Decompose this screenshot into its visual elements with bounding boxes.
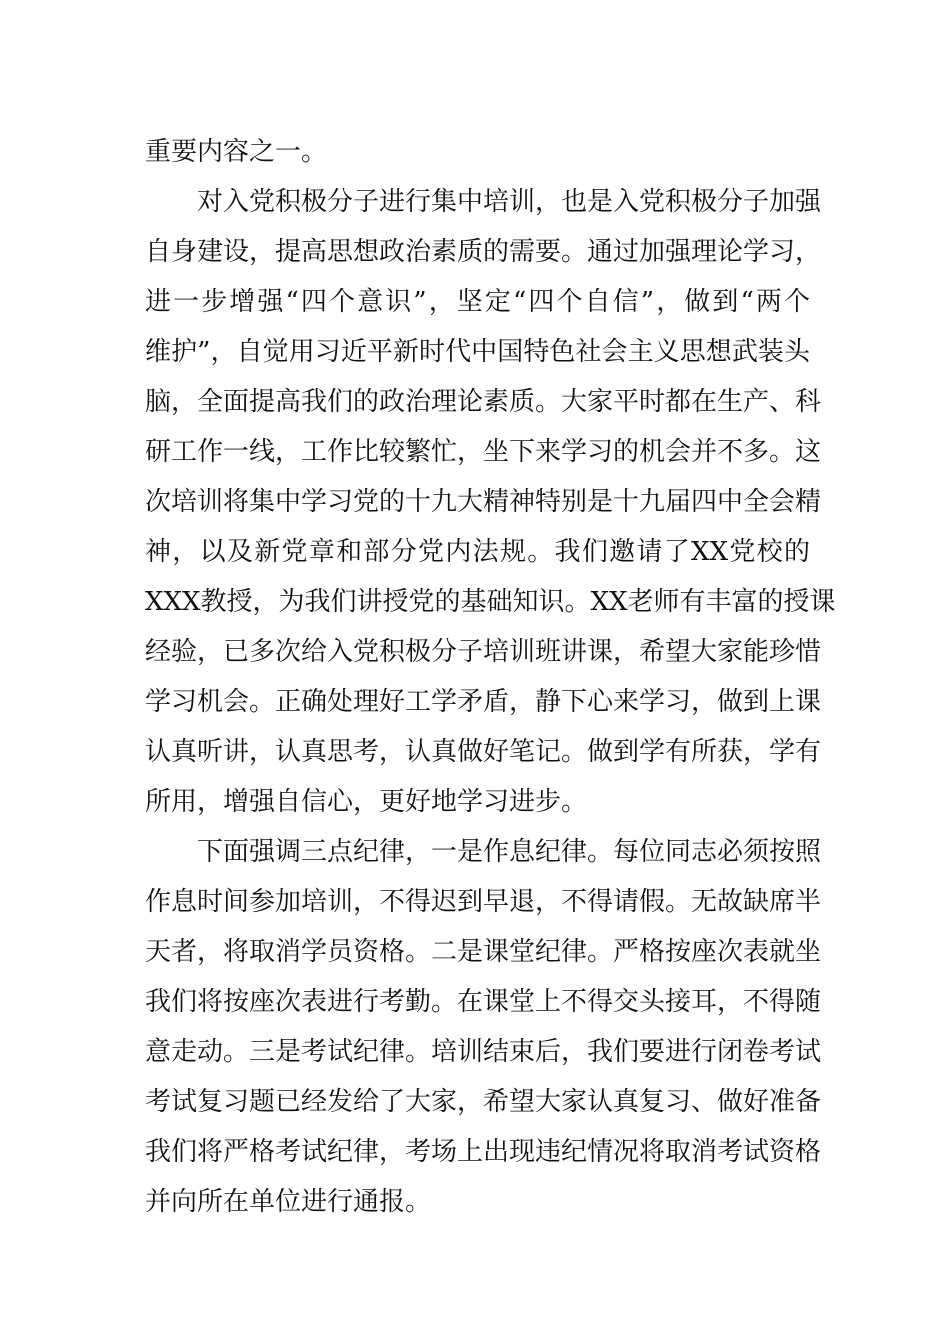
text-line: 下面强调三点纪律，一是作息纪律。每位同志必须按照 [197, 837, 822, 867]
text-line: 进一步增强“四个意识”，坚定“四个自信”，做到“两个 [145, 287, 810, 317]
text-line: 意走动。三是考试纪律。培训结束后，我们要进行闭卷考试 [145, 1037, 822, 1067]
text-line: 我们将严格考试纪律，考场上出现违纪情况将取消考试资格 [145, 1137, 822, 1167]
text-line: 考试复习题已经发给了大家，希望大家认真复习、做好准备 [145, 1087, 822, 1117]
text-line: 脑，全面提高我们的政治理论素质。大家平时都在生产、科 [145, 387, 822, 417]
text-line: 对入党积极分子进行集中培训，也是入党积极分子加强 [197, 187, 822, 217]
text-line: 并向所在单位进行通报。 [145, 1187, 432, 1217]
text-line: 经验，已多次给入党积极分子培训班讲课，希望大家能珍惜 [145, 637, 822, 667]
text-line: 重要内容之一。 [145, 137, 328, 167]
text-line: 我们将按座次表进行考勤。在课堂上不得交头接耳，不得随 [145, 987, 822, 1017]
text-line: 次培训将集中学习党的十九大精神特别是十九届四中全会精 [145, 487, 822, 517]
text-line: 神，以及新党章和部分党内法规。我们邀请了XX党校的 [145, 537, 810, 567]
text-line: 维护”，自觉用习近平新时代中国特色社会主义思想武装头 [145, 337, 810, 367]
text-line: 作息时间参加培训，不得迟到早退，不得请假。无故缺席半 [145, 887, 822, 917]
text-line: 研工作一线，工作比较繁忙，坐下来学习的机会并不多。这 [145, 437, 822, 467]
text-line: XXX教授，为我们讲授党的基础知识。XX老师有丰富的授课 [145, 587, 836, 617]
text-line: 自身建设，提高思想政治素质的需要。通过加强理论学习， [145, 237, 822, 267]
text-line: 所用，增强自信心，更好地学习进步。 [145, 787, 588, 817]
text-line: 认真听讲，认真思考，认真做好笔记。做到学有所获，学有 [145, 737, 822, 767]
text-line: 天者，将取消学员资格。二是课堂纪律。严格按座次表就坐 [145, 937, 822, 967]
text-line: 学习机会。正确处理好工学矛盾，静下心来学习，做到上课 [145, 687, 822, 717]
